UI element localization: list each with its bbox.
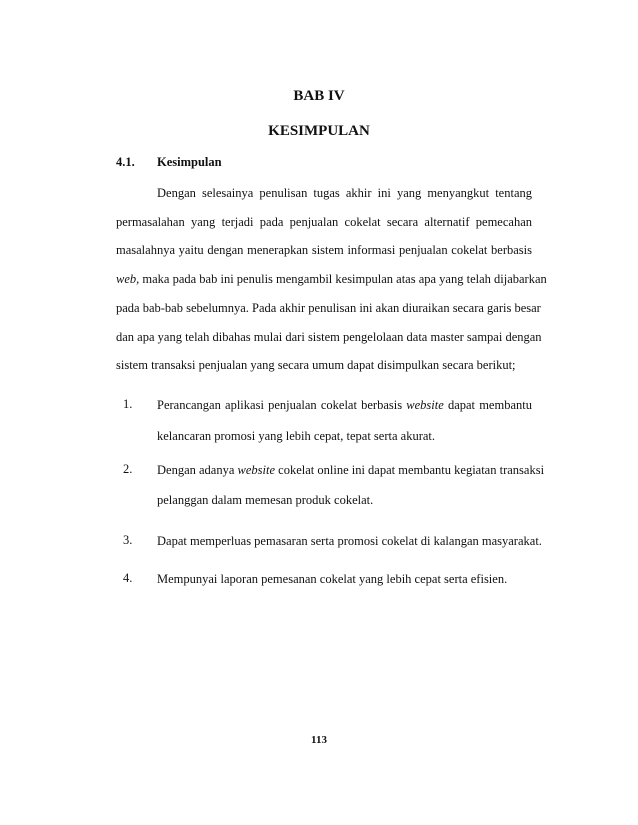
list-item-number: 1. bbox=[123, 397, 133, 411]
list-item-line: kelancaran promosi yang lebih cepat, tepat serta akurat. bbox=[157, 429, 436, 443]
section-number: 4.1. bbox=[116, 155, 135, 169]
list-item-line: Mempunyai laporan pemesanan cokelat yang lebih cepat serta efisien. bbox=[157, 572, 508, 586]
list-item-line: pelanggan dalam memesan produk cokelat. bbox=[157, 493, 374, 507]
paragraph-line: masalahnya yaitu dengan menerapkan sistem informasi penjualan cokelat berbasis bbox=[116, 243, 532, 257]
list-item-number: 3. bbox=[123, 533, 133, 547]
paragraph-line: permasalahan yang terjadi pada penjualan cokelat secara alternatif pemecahan bbox=[116, 215, 532, 229]
chapter-title: KESIMPULAN bbox=[268, 123, 370, 139]
paragraph-line: web, maka pada bab ini penulis mengambil kesimpulan atas apa yang telah dijabarkan bbox=[116, 272, 547, 286]
list-item-number: 2. bbox=[123, 462, 133, 476]
section-title: Kesimpulan bbox=[157, 155, 222, 169]
paragraph-line: dan apa yang telah dibahas mulai dari sistem pengelolaan data master sampai dengan bbox=[116, 330, 542, 344]
list-item-number: 4. bbox=[123, 571, 133, 585]
list-item-line: Dapat memperluas pemasaran serta promosi cokelat di kalangan masyarakat. bbox=[157, 534, 542, 548]
chapter-number: BAB IV bbox=[293, 88, 345, 104]
list-item-line: Perancangan aplikasi penjualan cokelat berbasis website dapat membantu bbox=[157, 398, 532, 412]
list-item-line: Dengan adanya website cokelat online ini dapat membantu kegiatan transaksi bbox=[157, 463, 545, 477]
paragraph-line: sistem transaksi penjualan yang secara umum dapat disimpulkan secara berikut; bbox=[116, 358, 516, 372]
paragraph-line: Dengan selesainya penulisan tugas akhir ini yang menyangkut tentang bbox=[157, 186, 532, 200]
page-number: 113 bbox=[311, 734, 327, 746]
paragraph-line: pada bab-bab sebelumnya. Pada akhir penulisan ini akan diuraikan secara garis besar bbox=[116, 301, 541, 315]
